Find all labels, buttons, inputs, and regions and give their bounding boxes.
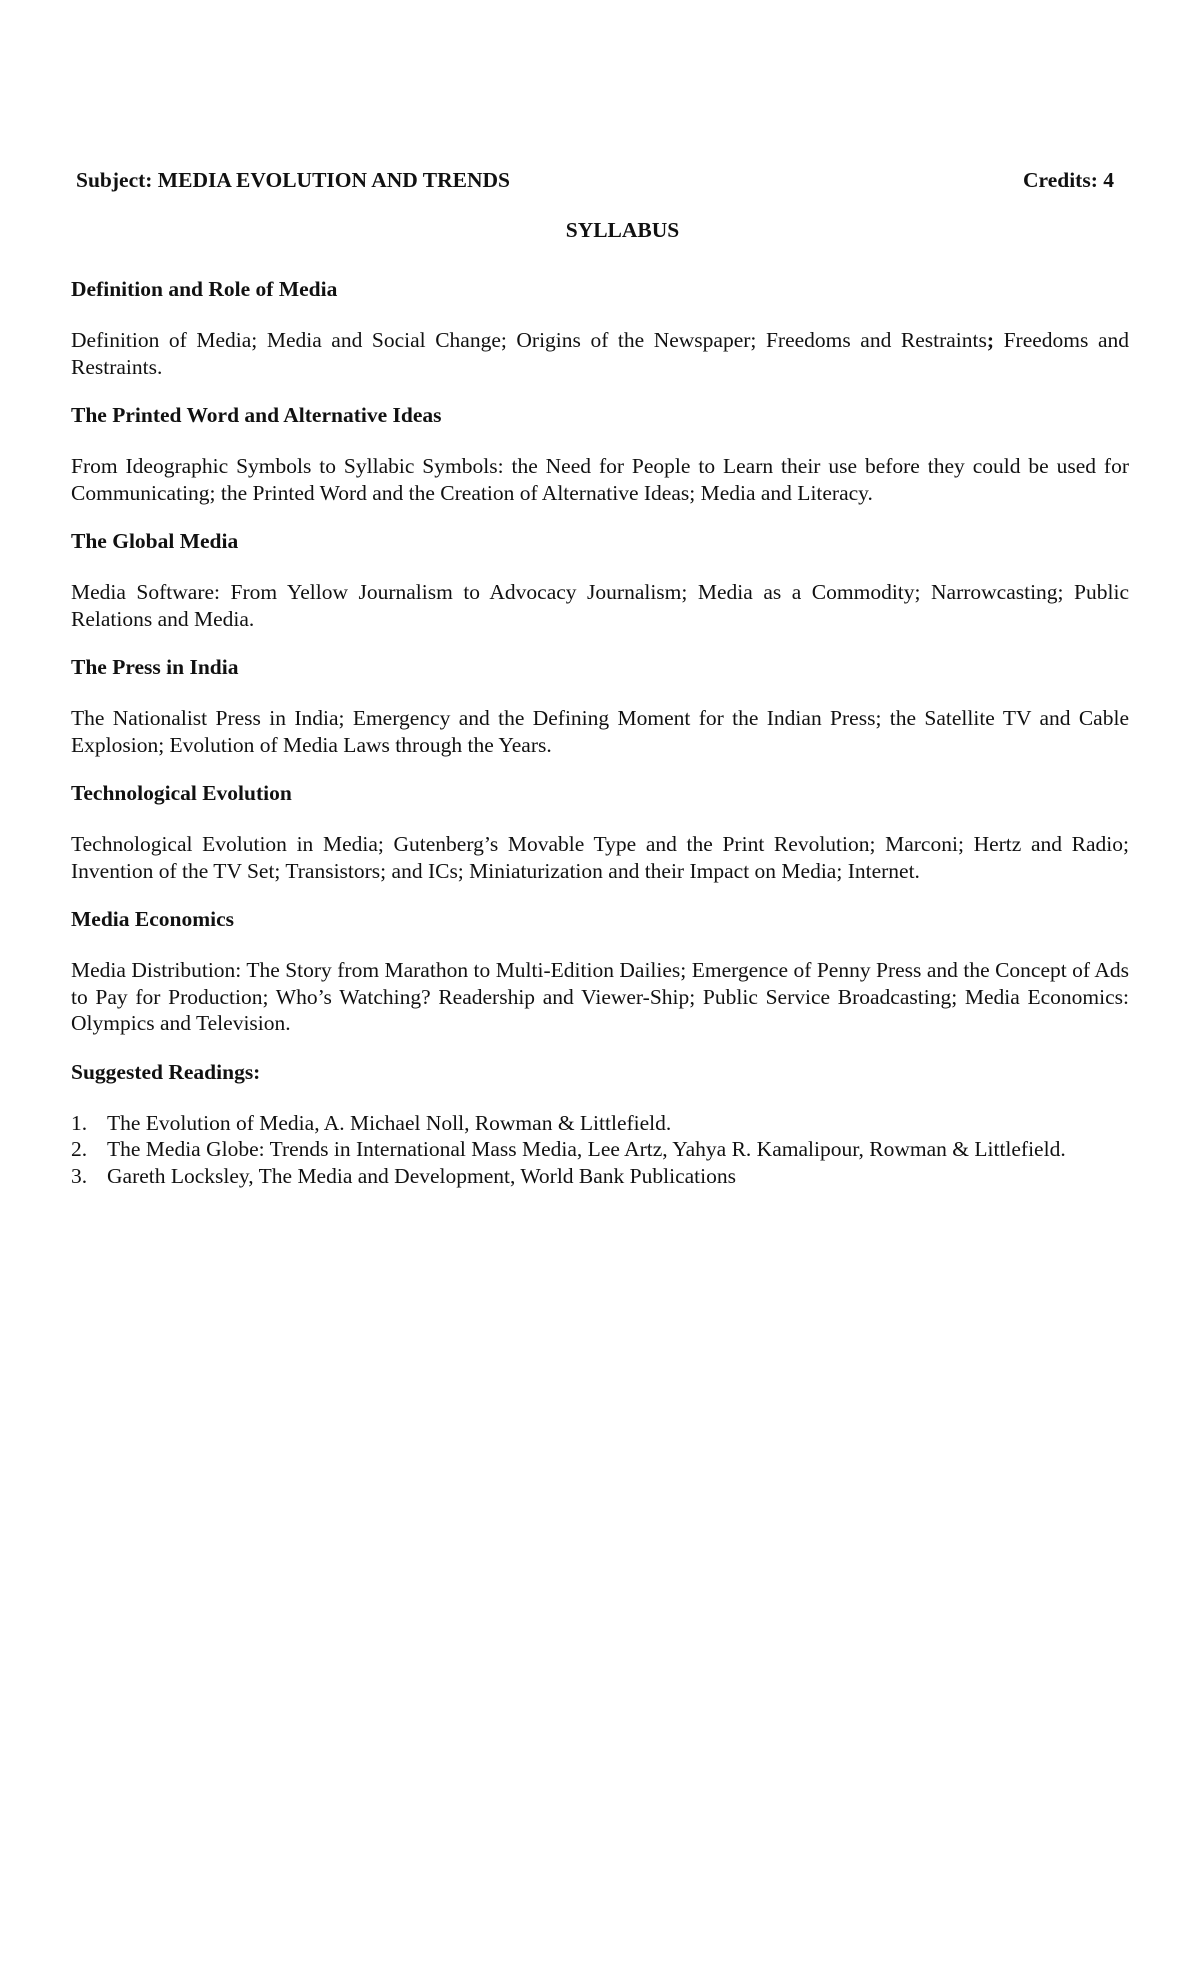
page-title: SYLLABUS <box>565 218 680 242</box>
section-body: Technological Evolution in Media; Gutenberg’s Movable Type and the Print Revolution; Marconi; Hertz and Radio; Invention of the TV Set; Transistors; and ICs; Miniaturization and their Impact on Media; Internet. <box>71 832 1129 883</box>
section-heading: The Global Media <box>71 529 239 553</box>
section-body-bold-semicolon: ; <box>986 328 995 352</box>
list-item <box>71 1136 1129 1163</box>
section-body: Media Software: From Yellow Journalism to Advocacy Journalism; Media as a Commodity; Narrowcasting; Public Relations and Media. <box>71 580 1129 631</box>
section-body <box>71 327 1129 380</box>
section-heading: Media Economics <box>71 907 235 931</box>
readings-heading: Suggested Readings: <box>71 1059 261 1084</box>
readings-list <box>71 1110 1129 1190</box>
section-global-media <box>71 528 1129 632</box>
section-media-economics <box>71 906 1129 1037</box>
list-item-text: The Evolution of Media, A. Michael Noll, Rowman & Littlefield. <box>107 1110 672 1135</box>
section-printed-word <box>71 402 1129 506</box>
credits-label: Credits: 4 <box>1023 168 1114 192</box>
list-item-number: 2. <box>71 1137 88 1161</box>
header-row <box>71 168 1129 193</box>
section-body: The Nationalist Press in India; Emergency and the Defining Moment for the Indian Press; the Satellite TV and Cable Explosion; Evolution of Media Laws through the Years. <box>71 706 1129 757</box>
list-item-text: The Media Globe: Trends in International Mass Media, Lee Artz, Yahya R. Kamalipour, Rowman & Littlefield. <box>107 1137 1066 1161</box>
section-heading: The Printed Word and Alternative Ideas <box>71 403 442 427</box>
section-body: Media Distribution: The Story from Marathon to Multi-Edition Dailies; Emergence of Penny Press and the Concept of Ads to Pay for Production; Who’s Watching? Readership and Viewer-Ship; Public Service Broadcasting; Media Economics: Olympics and Television. <box>71 958 1129 1035</box>
syllabus-page <box>71 168 1129 1189</box>
subject-title: Subject: MEDIA EVOLUTION AND TRENDS <box>76 168 511 192</box>
section-press-india <box>71 654 1129 758</box>
section-body-text: Definition of Media; Media and Social Change; Origins of the Newspaper; Freedoms and Restraints <box>71 328 987 352</box>
section-body-text: Freedoms and Restraints. <box>71 328 1129 379</box>
section-technological-evolution <box>71 780 1129 884</box>
section-body: From Ideographic Symbols to Syllabic Symbols: the Need for People to Learn their use before they could be used for Communicating; the Printed Word and the Creation of Alternative Ideas; Media and Literacy. <box>71 454 1129 505</box>
list-item-number: 1. <box>71 1110 88 1135</box>
list-item <box>71 1163 1129 1190</box>
list-item <box>71 1110 1129 1137</box>
section-heading: Definition and Role of Media <box>71 277 338 301</box>
suggested-readings <box>71 1059 1129 1190</box>
section-heading: Technological Evolution <box>71 781 292 805</box>
list-item-text: Gareth Locksley, The Media and Development, World Bank Publications <box>107 1163 736 1188</box>
list-item-number: 3. <box>71 1163 88 1188</box>
section-definition-role <box>71 276 1129 380</box>
section-heading: The Press in India <box>71 655 239 679</box>
